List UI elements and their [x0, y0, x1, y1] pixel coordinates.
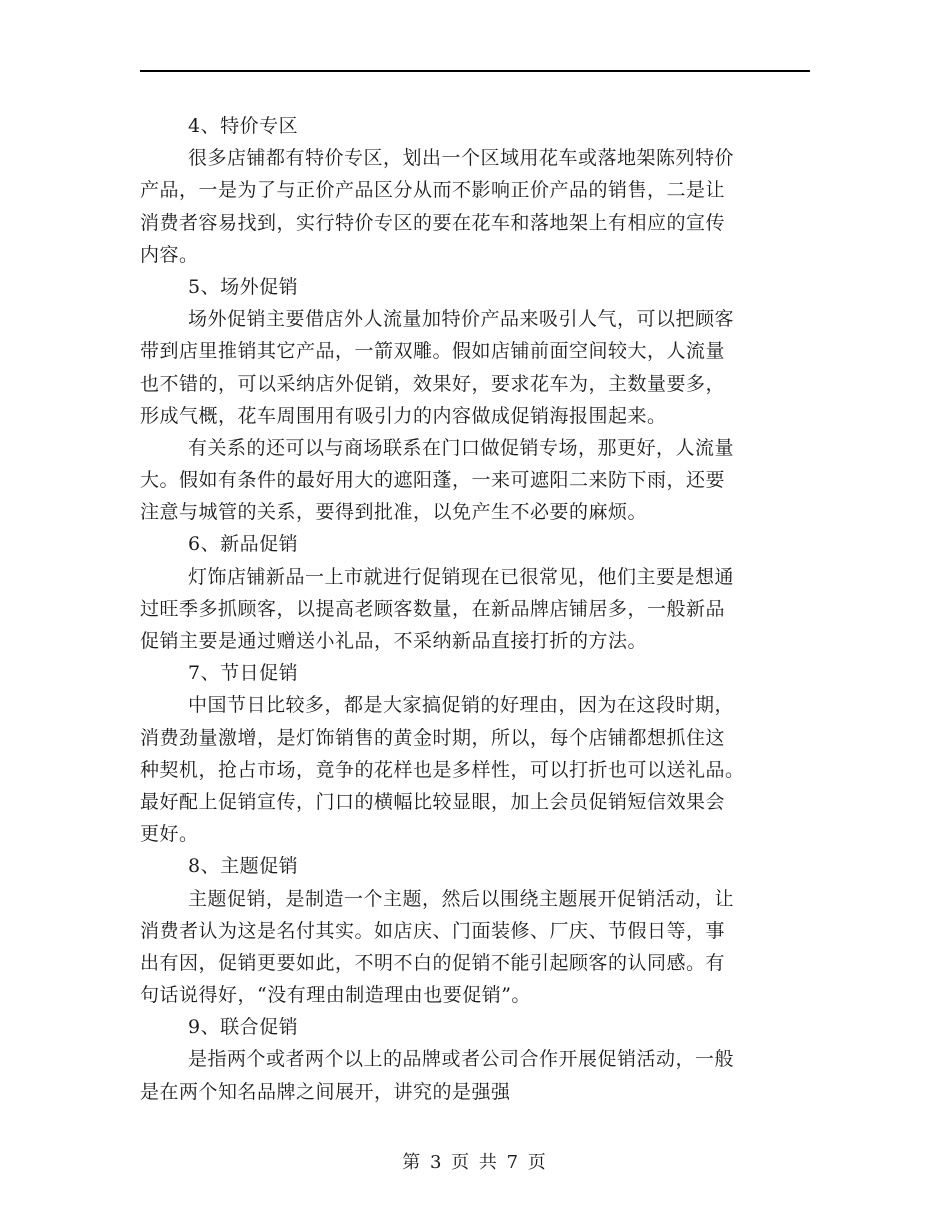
paragraph-line: 更好。 [140, 823, 199, 846]
paragraph-line: 有关系的还可以与商场联系在门口做促销专场，那更好，人流量 [188, 436, 735, 459]
paragraph-line: 促销主要是通过赠送小礼品，不采纳新品直接打折的方法。 [140, 630, 648, 652]
heading-special-price-zone: 4、特价专区 [188, 115, 299, 137]
paragraph-line: 是在两个知名品牌之间展开，讲究的是强强 [140, 1080, 511, 1103]
paragraph-line: 也不错的，可以采纳店外促销，效果好，要求花车为，主数量要多， [140, 372, 726, 395]
heading-new-product-promotion: 6、新品促销 [188, 533, 299, 556]
paragraph-line: 形成气概，花车周围用有吸引力的内容做成促销海报围起来。 [140, 404, 667, 427]
paragraph-line: 内容。 [140, 243, 199, 266]
paragraph-line: 产品，一是为了与正价产品区分从而不影响正价产品的销售，二是让 [140, 179, 726, 202]
paragraph-line: 消费者容易找到，实行特价专区的要在花车和落地架上有相应的宣传 [140, 211, 726, 234]
paragraph-line: 消费劲量激增，是灯饰销售的黄金时期，所以，每个店铺都想抓住这 [140, 726, 726, 749]
paragraph-line: 灯饰店铺新品一上市就进行促销现在已很常见，他们主要是想通 [188, 565, 735, 588]
paragraph-line: 出有因，促销更要如此，不明不白的促销不能引起顾客的认同感。有 [140, 951, 726, 974]
paragraph-line: 主题促销，是制造一个主题，然后以围绕主题展开促销活动，让 [188, 887, 735, 910]
paragraph-line: 种契机，抢占市场，竟争的花样也是多样性，可以打折也可以送礼品。 [140, 758, 745, 781]
paragraph-line: 场外促销主要借店外人流量加特价产品来吸引人气，可以把顾客 [188, 308, 735, 331]
heading-holiday-promotion: 7、节日促销 [188, 662, 299, 685]
paragraph-line: 过旺季多抓顾客，以提高老顾客数量，在新品牌店铺居多，一般新品 [140, 597, 726, 620]
paragraph-line: 中国节日比较多，都是大家搞促销的好理由，因为在这段时期， [188, 694, 735, 717]
heading-theme-promotion: 8、主题促销 [188, 855, 299, 878]
paragraph-line: 很多店铺都有特价专区，划出一个区域用花车或落地架陈列特价 [188, 147, 735, 170]
document-body [140, 110, 800, 1108]
paragraph-line: 大。假如有条件的最好用大的遮阳蓬，一来可遮阳二来防下雨，还要 [140, 469, 726, 492]
paragraph-line: 是指两个或者两个以上的品牌或者公司合作开展促销活动，一般 [188, 1048, 735, 1071]
paragraph-line: 最好配上促销宣传，门口的横幅比较显眼，加上会员促销短信效果会 [140, 790, 726, 813]
heading-outdoor-promotion: 5、场外促销 [188, 275, 299, 298]
paragraph-line: 注意与城管的关系，要得到批准，以免产生不必要的麻烦。 [140, 501, 648, 524]
heading-joint-promotion: 9、联合促销 [188, 1016, 299, 1039]
paragraph-line: 句话说得好，“没有理由制造理由也要促销”。 [140, 984, 531, 1007]
paragraph-line: 消费者认为这是名付其实。如店庆、门面装修、厂庆、节假日等，事 [140, 919, 726, 942]
page-number-footer: 第 3 页 共 7 页 [402, 1152, 548, 1173]
paragraph-line: 带到店里推销其它产品，一箭双雕。假如店铺前面空间较大，人流量 [140, 340, 726, 363]
header-rule [140, 70, 810, 72]
